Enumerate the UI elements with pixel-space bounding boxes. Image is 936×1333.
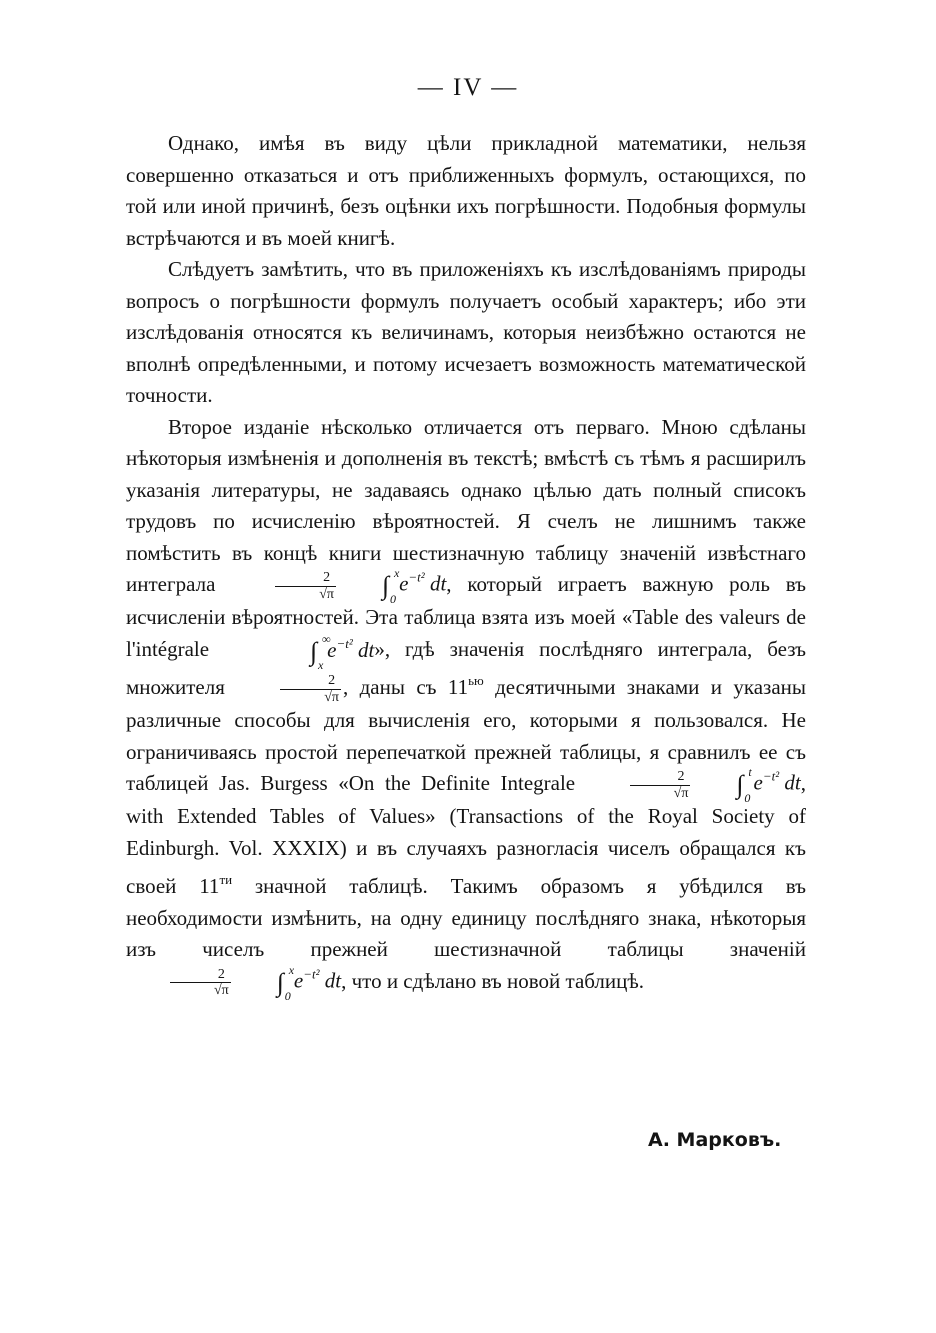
superscript-yu: ью xyxy=(468,673,484,689)
integral-sign: ∫ ∞ x xyxy=(310,631,331,672)
paragraph-3 xyxy=(126,412,807,1003)
integral-sign: ∫ t 0 xyxy=(736,765,752,806)
paragraph-3-text-3: », гдѣ значенія послѣдняго интеграла, безъ множителя xyxy=(126,636,807,700)
page-number: — IV — xyxy=(417,74,519,101)
paragraph-3-text-2: , который играетъ важную роль въ исчисленіи вѣроятностей. Эта таблица взята изъ моей «Table des valeurs de l'intégrale xyxy=(126,572,806,661)
paragraph-3-text-4: , даны съ 11 xyxy=(343,675,469,700)
formula-multiplier xyxy=(236,673,343,705)
author-signature: А. Марковъ. xyxy=(648,1129,782,1151)
paragraph-3-text-7: значной таблицѣ. Такимъ образомъ я убѣдился въ необходимости измѣнить, на одну единицу послѣдняго знака, нѣкоторыя изъ чиселъ прежней шестизначной таблицы значеній xyxy=(126,874,807,962)
integral-sign: ∫ x 0 xyxy=(276,962,295,1003)
superscript-ti: ти xyxy=(219,872,233,888)
preface-text xyxy=(126,128,807,1003)
paragraph-3-text-6: , with Extended Tables of Values» (Transactions of the Royal Society of Edinburgh. Vol. XXXIX) и въ случаяхъ разногласія чиселъ обращался къ своей 11 xyxy=(126,771,807,899)
fraction-two-over-sqrt-pi: $\frac{2}{√\pi}$ xyxy=(280,673,341,705)
paragraph-2: Слѣдуетъ замѣтить, что въ приложеніяхъ къ изслѣдованіямъ природы вопросъ о погрѣшности формулъ получаетъ особый характеръ; ибо эти изслѣдованія относятся къ величинамъ, которыя неизбѣжно остаются не вполнѣ опредѣленными, и потому исчезаетъ возможность математической точности. xyxy=(126,257,806,407)
formula-normalized-integral-0-x: $\frac{2}{√\pi}$ ∫ x 0 $e^{-t^2}$ dt xyxy=(231,570,446,602)
formula-normalized-integral-0-t: $\frac{2}{√\pi}$ ∫ t 0 $e^{-t^2}$ dt xyxy=(586,769,801,801)
fraction-two-over-sqrt-pi: $\frac{2}{√\pi}$ xyxy=(275,570,336,602)
paragraph-1: Однако, имѣя въ виду цѣли прикладной математики, нельзя совершенно отказаться и отъ приближенныхъ формулъ, остающихся, по той или иной причинѣ, безъ оцѣнки ихъ погрѣшности. Подобныя формулы встрѣчаются и въ моей книгѣ. xyxy=(126,131,806,250)
fraction-two-over-sqrt-pi: $\frac{2}{√\pi}$ xyxy=(630,769,691,801)
fraction-two-over-sqrt-pi: $\frac{2}{√\pi}$ xyxy=(170,967,231,999)
integral-sign: ∫ x 0 xyxy=(381,566,400,607)
paragraph-3-text-5: десятичными знаками и указаны различные способы для вычисленія его, которыми я пользовался. Не ограничиваясь простой перепечаткой прежней таблицы, я сравнилъ ее съ таблицей Jas. Burgess «On the Definite Integrale xyxy=(126,675,807,796)
formula-normalized-integral-0-x-2: $\frac{2}{√\pi}$ ∫ x 0 $e^{-t^2}$ dt xyxy=(126,967,341,999)
paragraph-3-text-8: , что и сдѣлано въ новой таблицѣ. xyxy=(341,968,645,993)
paragraph-3-text-1: Второе изданіе нѣсколько отличается отъ перваго. Мною сдѣланы нѣкоторыя измѣненія и дополненія въ текстѣ; вмѣстѣ съ тѣмъ я расширилъ указанія литературы, не задаваясь однако цѣлью дать полный списокъ трудовъ по исчисленію вѣроятностей. Я счелъ не лишнимъ также помѣстить въ концѣ книги шестизначную таблицу значеній извѣстнаго интеграла xyxy=(126,414,806,596)
formula-integral-x-inf: ∫ ∞ x $e^{-t^2}$ dt xyxy=(224,637,374,665)
